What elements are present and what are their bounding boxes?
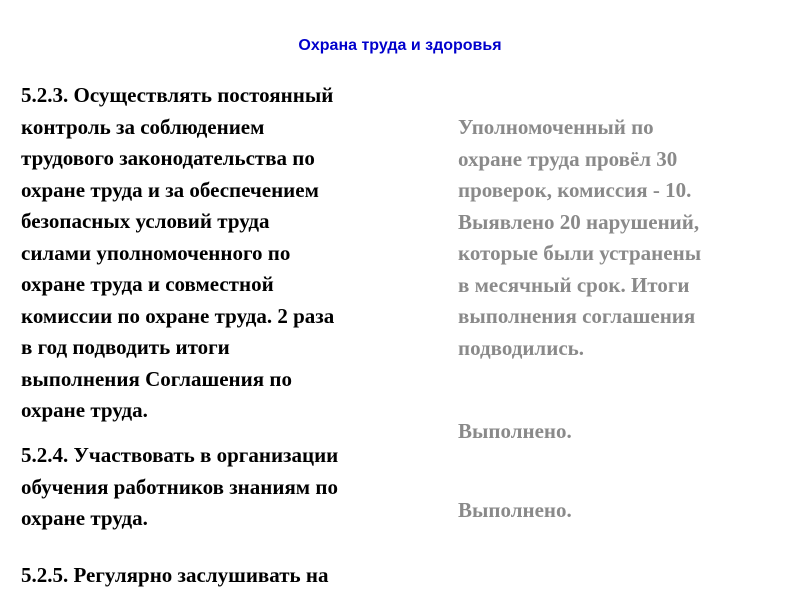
agreement-item-5-2-5: 5.2.5. Регулярно заслушивать на	[21, 563, 329, 587]
result-item-5-2-4: Выполнено.	[458, 419, 572, 443]
agreement-item-5-2-3: 5.2.3. Осуществлять постоянный контроль за соблюдением трудового законодательства по охране труда и за обеспечением безопасных условий труда силами уполномоченного по охране труда и совместной комиссии по охране труда. 2 раза в год подводить итоги выполнения Соглашения по охране труда.	[21, 83, 335, 422]
result-item-5-2-3: Уполномоченный по охране труда провёл 30 проверок, комиссия - 10. Выявлено 20 нарушений, которые были устранены в месячный срок. Итоги выполнения соглашения подводились.	[458, 115, 702, 360]
slide-title: Охрана труда и здоровья	[298, 37, 502, 54]
agreement-item-5-2-4: 5.2.4. Участвовать в организации обучения работников знаниям по охране труда.	[21, 443, 339, 530]
result-item-5-2-5: Выполнено.	[458, 498, 572, 522]
